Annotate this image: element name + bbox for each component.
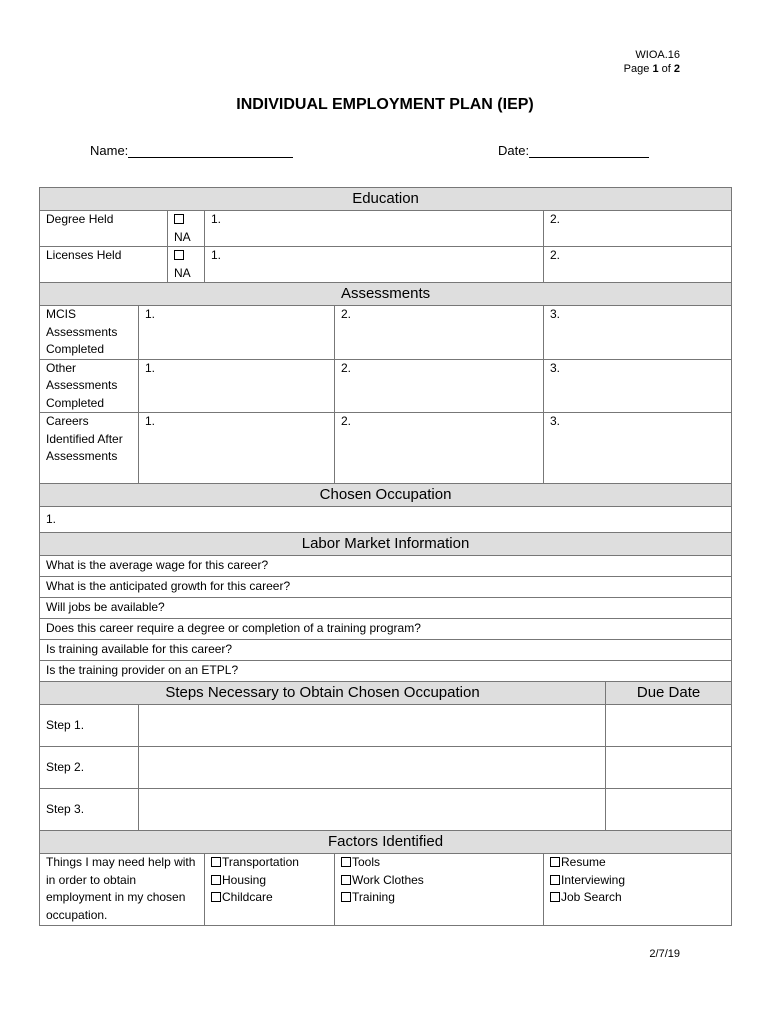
education-field-2[interactable]: 2. [544, 247, 732, 283]
page-title: INDIVIDUAL EMPLOYMENT PLAN (IEP) [236, 96, 534, 113]
form-id: WIOA.16 [635, 49, 680, 61]
footer-date: 2/7/19 [649, 948, 680, 960]
education-field-1[interactable]: 1. [205, 247, 544, 283]
checkbox-icon[interactable] [341, 875, 351, 885]
childcare-checkbox[interactable]: Childcare [211, 889, 328, 907]
step-field[interactable] [139, 747, 606, 789]
factors-col-1 [205, 854, 335, 926]
checkbox-icon[interactable] [550, 875, 560, 885]
lmi-question[interactable]: What is the anticipated growth for this career? [40, 577, 732, 598]
step-row [40, 705, 732, 747]
assessment-row-label: Other Assessments Completed [40, 359, 139, 413]
step-field[interactable] [139, 705, 606, 747]
housing-checkbox[interactable]: Housing [211, 872, 328, 890]
assessment-row [40, 359, 732, 413]
step-row [40, 789, 732, 831]
assessment-row [40, 413, 732, 484]
checkbox-icon[interactable] [341, 857, 351, 867]
education-row-label: Licenses Held [40, 247, 168, 283]
education-row [40, 211, 732, 247]
education-row [40, 247, 732, 283]
tools-checkbox[interactable]: Tools [341, 854, 537, 872]
assessment-row-label: MCIS Assessments Completed [40, 306, 139, 360]
due-date-field[interactable] [606, 789, 732, 831]
work-clothes-checkbox[interactable]: Work Clothes [341, 872, 537, 890]
date-line[interactable] [529, 143, 649, 158]
page-header [624, 48, 680, 76]
assessment-field-1[interactable]: 1. [139, 306, 335, 360]
checkbox-icon[interactable] [550, 857, 560, 867]
lmi-question[interactable]: Is training available for this career? [40, 640, 732, 661]
chosen-occupation-field[interactable]: 1. [40, 507, 732, 533]
education-heading: Education [40, 188, 732, 211]
assessment-field-1[interactable]: 1. [139, 413, 335, 484]
steps-heading: Steps Necessary to Obtain Chosen Occupation [40, 682, 606, 705]
lmi-question[interactable]: Is the training provider on an ETPL? [40, 661, 732, 682]
transportation-checkbox[interactable]: Transportation [211, 854, 328, 872]
checkbox-icon[interactable] [174, 214, 184, 224]
name-line[interactable] [128, 143, 293, 158]
factors-intro: Things I may need help with in order to obtain employment in my chosen occupation. [40, 854, 205, 926]
assessments-heading: Assessments [40, 283, 732, 306]
na-checkbox[interactable]: NA [168, 247, 205, 283]
step-label: Step 1. [40, 705, 139, 747]
factors-heading: Factors Identified [40, 831, 732, 854]
lmi-question[interactable]: Does this career require a degree or completion of a training program? [40, 619, 732, 640]
training-checkbox[interactable]: Training [341, 889, 537, 907]
education-field-1[interactable]: 1. [205, 211, 544, 247]
na-checkbox[interactable]: NA [168, 211, 205, 247]
assessment-field-2[interactable]: 2. [335, 359, 544, 413]
assessment-field-3[interactable]: 3. [544, 413, 732, 484]
checkbox-icon[interactable] [211, 892, 221, 902]
checkbox-icon[interactable] [211, 857, 221, 867]
lmi-question[interactable]: What is the average wage for this career? [40, 556, 732, 577]
assessment-field-3[interactable]: 3. [544, 306, 732, 360]
assessment-row-label: Careers Identified After Assessments [40, 413, 139, 484]
step-field[interactable] [139, 789, 606, 831]
resume-checkbox[interactable]: Resume [550, 854, 725, 872]
name-field[interactable]: Name: [90, 143, 293, 158]
checkbox-icon[interactable] [211, 875, 221, 885]
step-label: Step 3. [40, 789, 139, 831]
due-date-field[interactable] [606, 747, 732, 789]
due-date-heading: Due Date [606, 682, 732, 705]
checkbox-icon[interactable] [550, 892, 560, 902]
step-row [40, 747, 732, 789]
education-row-label: Degree Held [40, 211, 168, 247]
checkbox-icon[interactable] [341, 892, 351, 902]
factors-col-3 [544, 854, 732, 926]
job-search-checkbox[interactable]: Job Search [550, 889, 725, 907]
assessment-field-3[interactable]: 3. [544, 359, 732, 413]
chosen-occupation-heading: Chosen Occupation [40, 484, 732, 507]
checkbox-icon[interactable] [174, 250, 184, 260]
lmi-question[interactable]: Will jobs be available? [40, 598, 732, 619]
factors-col-2 [335, 854, 544, 926]
education-field-2[interactable]: 2. [544, 211, 732, 247]
assessment-field-1[interactable]: 1. [139, 359, 335, 413]
step-label: Step 2. [40, 747, 139, 789]
interviewing-checkbox[interactable]: Interviewing [550, 872, 725, 890]
assessment-row [40, 306, 732, 360]
date-field[interactable]: Date: [498, 143, 649, 158]
due-date-field[interactable] [606, 705, 732, 747]
assessment-field-2[interactable]: 2. [335, 306, 544, 360]
page-indicator: Page 1 of 2 [623, 63, 680, 75]
labor-market-heading: Labor Market Information [40, 533, 732, 556]
assessment-field-2[interactable]: 2. [335, 413, 544, 484]
factors-row [40, 854, 732, 926]
iep-form-table [39, 187, 732, 926]
